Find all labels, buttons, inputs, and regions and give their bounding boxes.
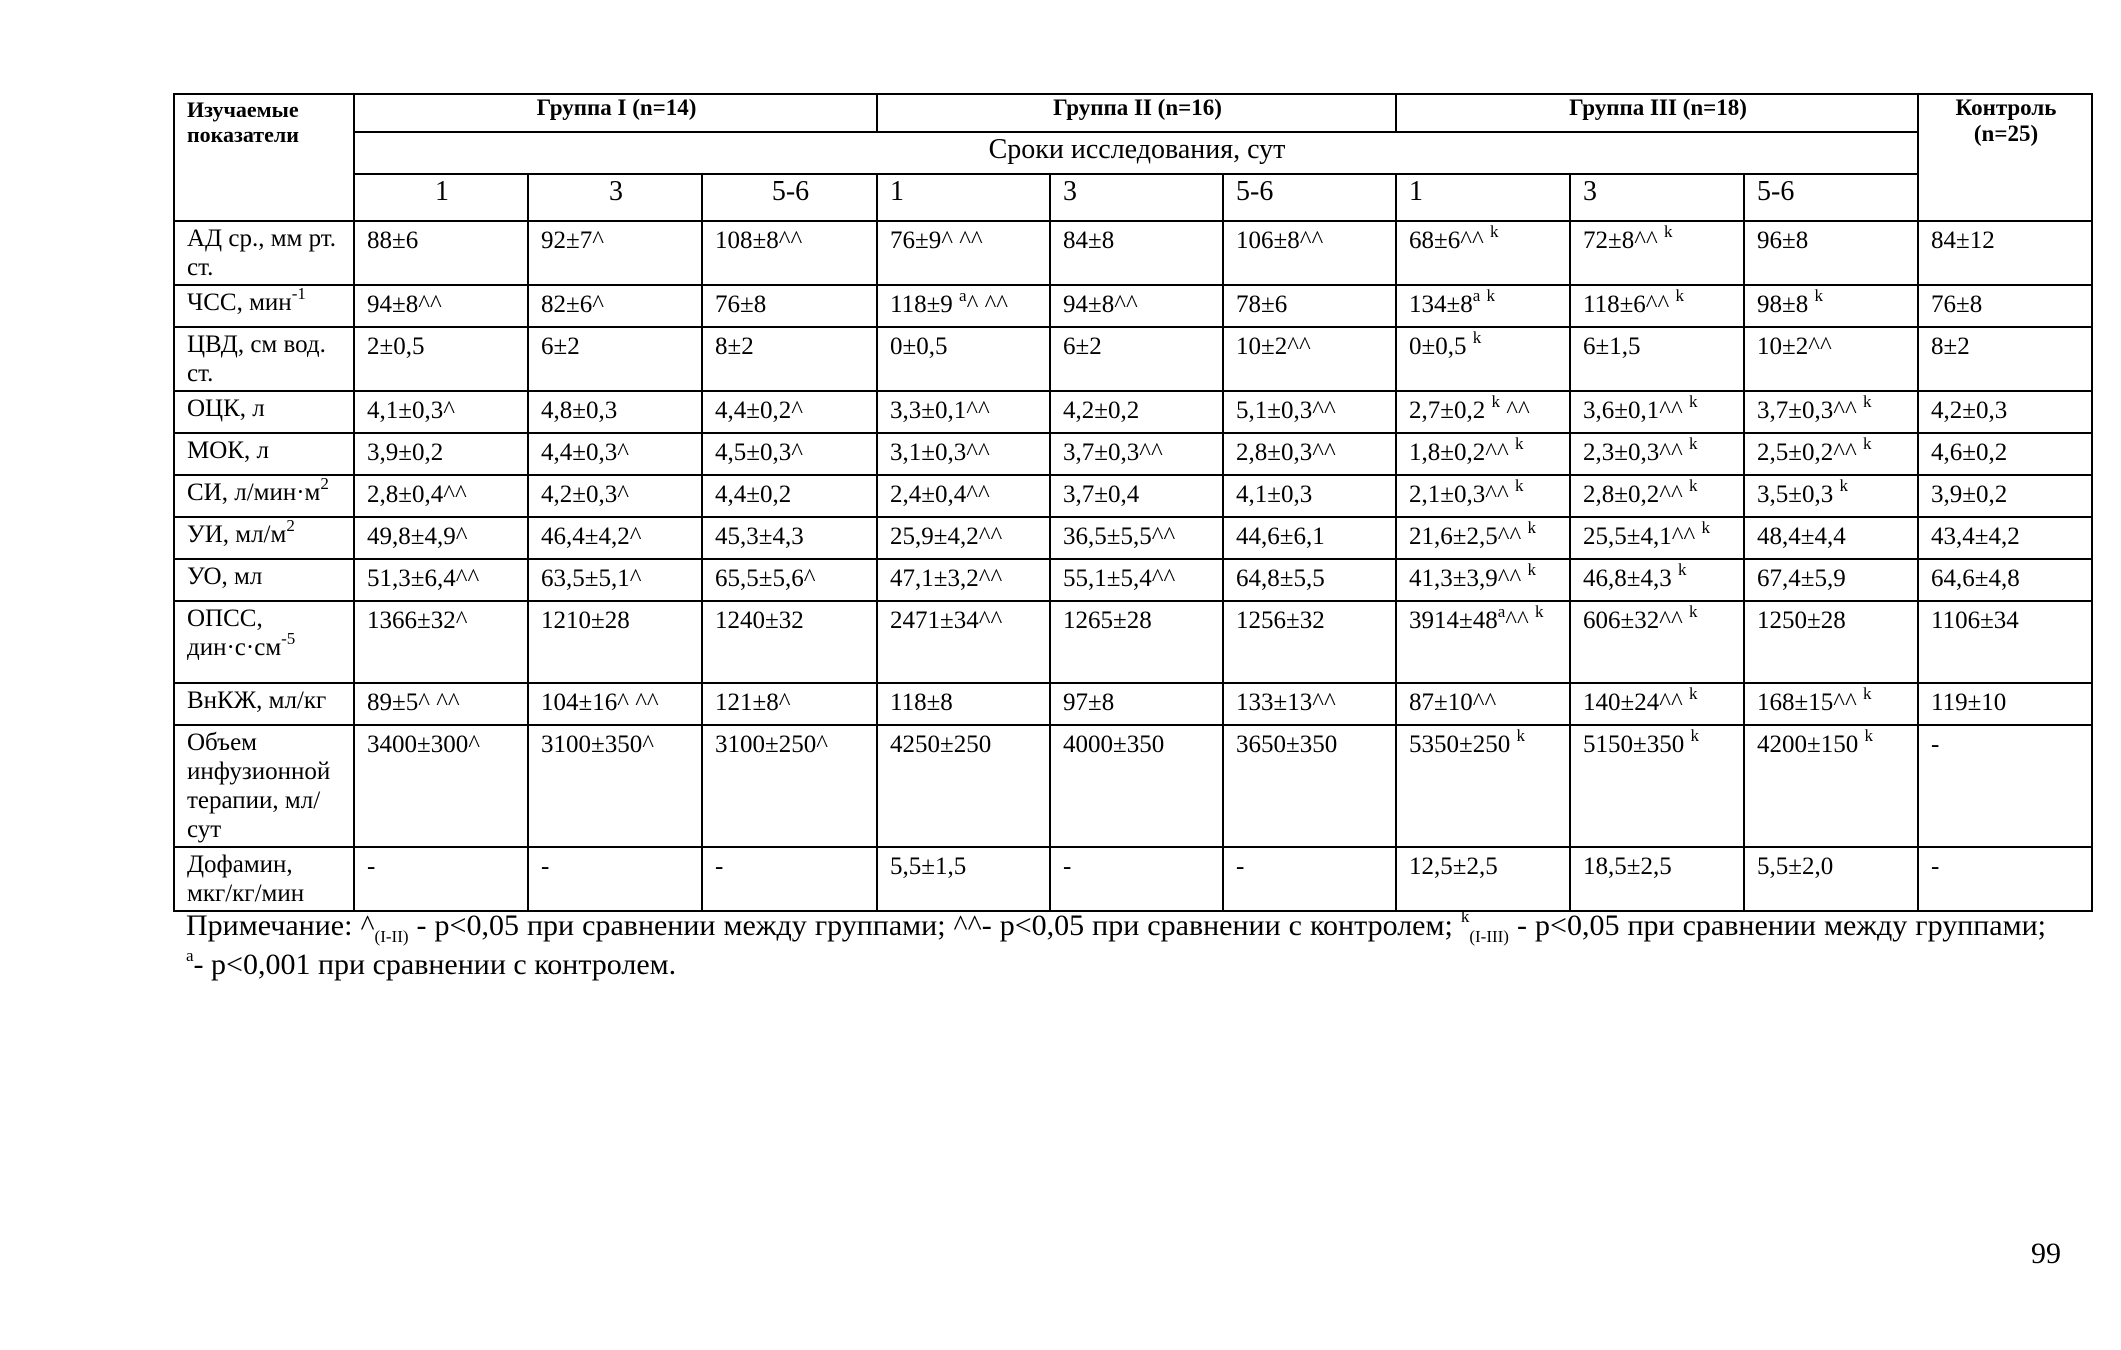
table-row (174, 559, 2092, 601)
table-cell: 76±8 (1918, 285, 2092, 327)
table-cell: 2,8±0,4^^ (354, 475, 528, 517)
table-cell: 2,8±0,3^^ (1223, 433, 1396, 475)
table-cell: 4,6±0,2 (1918, 433, 2092, 475)
table-cell: 4,2±0,3 (1918, 391, 2092, 433)
table-row (174, 285, 2092, 327)
table-row (174, 327, 2092, 391)
table-cell: 45,3±4,3 (702, 517, 877, 559)
table-cell: 0±0,5 (877, 327, 1050, 391)
table-cell: 3650±350 (1223, 725, 1396, 847)
table-cell: 2,4±0,4^^ (877, 475, 1050, 517)
table-cell: 6±2 (1050, 327, 1223, 391)
table-row (174, 517, 2092, 559)
control-header: Контроль (n=25) (1918, 94, 2092, 221)
table-cell: 51,3±6,4^^ (354, 559, 528, 601)
row-label: УО, мл (174, 559, 354, 601)
row-label: СИ, $л/мин\cdot м^2$ (174, 475, 354, 517)
table-cell: 2,7±0,2 $^k$ ^^ (1396, 391, 1570, 433)
table-row (174, 847, 2092, 911)
table-cell: - (1050, 847, 1223, 911)
table-cell: 94±8^^ (1050, 285, 1223, 327)
group-1-header: Группа I (n=14) (354, 94, 877, 132)
table-cell: 87±10^^ (1396, 683, 1570, 725)
row-label: ЦВД, см вод. ст. (174, 327, 354, 391)
table-cell: 4,5±0,3^ (702, 433, 877, 475)
table-cell: 8±2 (1918, 327, 2092, 391)
table-cell: 76±8 (702, 285, 877, 327)
table-row (174, 475, 2092, 517)
table-cell: 67,4±5,9 (1744, 559, 1918, 601)
table-cell: 4,4±0,2^ (702, 391, 877, 433)
table-cell: 5,5±1,5 (877, 847, 1050, 911)
table-cell: 78±6 (1223, 285, 1396, 327)
table-cell: 3,1±0,3^^ (877, 433, 1050, 475)
table-cell: 3,7±0,4 (1050, 475, 1223, 517)
table-cell: 4200±150 $^k$ (1744, 725, 1918, 847)
table-cell: 1,8±0,2^^ $^k$ (1396, 433, 1570, 475)
table-cell: 118±6^^ $^k$ (1570, 285, 1744, 327)
table-cell: - (1918, 847, 2092, 911)
table-cell: 25,9±4,2^^ (877, 517, 1050, 559)
day-header-8: 3 (1570, 174, 1744, 221)
table-cell: 3,9±0,2 (354, 433, 528, 475)
table-cell: 3,7±0,3^^ (1050, 433, 1223, 475)
table-cell: 140±24^^ $^k$ (1570, 683, 1744, 725)
table-cell: 2,3±0,3^^ $^k$ (1570, 433, 1744, 475)
table-cell: 41,3±3,9^^ $^k$ (1396, 559, 1570, 601)
table-cell: 606±32^^ $^k$ (1570, 601, 1744, 683)
table-cell: 64,8±5,5 (1223, 559, 1396, 601)
table-cell: $3914\pm 48^a\^{}\^{}$ $^k$ (1396, 601, 1570, 683)
table-cell: 88±6 (354, 221, 528, 285)
page-number: 99 (2031, 1237, 2061, 1270)
table-cell: 97±8 (1050, 683, 1223, 725)
table-cell: 4,4±0,3^ (528, 433, 702, 475)
table-cell: 5,1±0,3^^ (1223, 391, 1396, 433)
day-header-7: 1 (1396, 174, 1570, 221)
table-cell: 92±7^ (528, 221, 702, 285)
row-label: ОЦК, л (174, 391, 354, 433)
table-cell: 168±15^^ $^k$ (1744, 683, 1918, 725)
table-cell: 25,5±4,1^^ $^k$ (1570, 517, 1744, 559)
table-cell: 4,8±0,3 (528, 391, 702, 433)
table-cell: 106±8^^ (1223, 221, 1396, 285)
day-header-6: 5-6 (1223, 174, 1396, 221)
table-cell: 63,5±5,1^ (528, 559, 702, 601)
day-header-9: 5-6 (1744, 174, 1918, 221)
table-row (174, 221, 2092, 285)
group-3-header: Группа III (n=18) (1396, 94, 1918, 132)
table-cell: 48,4±4,4 (1744, 517, 1918, 559)
table-cell: 119±10 (1918, 683, 2092, 725)
day-header-4: 1 (877, 174, 1050, 221)
table-cell: 94±8^^ (354, 285, 528, 327)
table-cell: 1265±28 (1050, 601, 1223, 683)
row-label: УИ, $мл/м^2$ (174, 517, 354, 559)
table-cell: 84±8 (1050, 221, 1223, 285)
table-cell: 64,6±4,8 (1918, 559, 2092, 601)
table-cell: 3400±300^ (354, 725, 528, 847)
table-cell: 65,5±5,6^ (702, 559, 877, 601)
corner-header: Изучаемые показатели (174, 94, 354, 221)
day-header-2: 3 (528, 174, 702, 221)
table-cell: 1240±32 (702, 601, 877, 683)
table-cell: 68±6^^ $^k$ (1396, 221, 1570, 285)
day-header-3: 5-6 (702, 174, 877, 221)
table-cell: 3,3±0,1^^ (877, 391, 1050, 433)
row-label: ОПСС, $дин\cdot с\cdot см^{-5}$ (174, 601, 354, 683)
table-row (174, 683, 2092, 725)
table-cell: 121±8^ (702, 683, 877, 725)
table-row (174, 601, 2092, 683)
table-cell: 84±12 (1918, 221, 2092, 285)
table-cell: 108±8^^ (702, 221, 877, 285)
table-cell: - (702, 847, 877, 911)
table-cell: 4,1±0,3^ (354, 391, 528, 433)
table-cell: 72±8^^ $^k$ (1570, 221, 1744, 285)
row-label: МОК, л (174, 433, 354, 475)
day-header-5: 3 (1050, 174, 1223, 221)
row-label: Объем инфузионной терапии, мл/сут (174, 725, 354, 847)
table-cell: 4250±250 (877, 725, 1050, 847)
table-cell: 4,4±0,2 (702, 475, 877, 517)
table-cell: 6±2 (528, 327, 702, 391)
table-cell: 118±9 $^a$^ ^^ (877, 285, 1050, 327)
table-cell: - (528, 847, 702, 911)
table-cell: - (1918, 725, 2092, 847)
row-label: ВнКЖ, мл/кг (174, 683, 354, 725)
table-cell: 3,6±0,1^^ $^k$ (1570, 391, 1744, 433)
table-cell: - (354, 847, 528, 911)
table-cell: 1106±34 (1918, 601, 2092, 683)
table-cell: 4000±350 (1050, 725, 1223, 847)
table-cell: 3100±250^ (702, 725, 877, 847)
table-cell: 133±13^^ (1223, 683, 1396, 725)
table-cell: 55,1±5,4^^ (1050, 559, 1223, 601)
table-cell: 18,5±2,5 (1570, 847, 1744, 911)
row-label: АД ср., мм рт. ст. (174, 221, 354, 285)
table-cell: 47,1±3,2^^ (877, 559, 1050, 601)
table-cell: 2,1±0,3^^ $^k$ (1396, 475, 1570, 517)
table-cell: 6±1,5 (1570, 327, 1744, 391)
table-cell: 3,5±0,3 $^k$ (1744, 475, 1918, 517)
table-cell: 104±16^ ^^ (528, 683, 702, 725)
table-cell: 4,2±0,2 (1050, 391, 1223, 433)
table-cell: - (1223, 847, 1396, 911)
table-cell: 82±6^ (528, 285, 702, 327)
table-cell: 2,8±0,2^^ $^k$ (1570, 475, 1744, 517)
table-cell: 2471±34^^ (877, 601, 1050, 683)
table-cell: 21,6±2,5^^ $^k$ (1396, 517, 1570, 559)
group-2-header: Группа II (n=16) (877, 94, 1396, 132)
table-cell: 1250±28 (1744, 601, 1918, 683)
period-header: Сроки исследования, сут (354, 132, 1918, 174)
table-cell: 5150±350 $^k$ (1570, 725, 1744, 847)
table-cell: 8±2 (702, 327, 877, 391)
table-cell: 1256±32 (1223, 601, 1396, 683)
table-cell: 89±5^ ^^ (354, 683, 528, 725)
table-cell: 3100±350^ (528, 725, 702, 847)
day-header-1: 1 (354, 174, 528, 221)
table-cell: 4,2±0,3^ (528, 475, 702, 517)
table-cell: 98±8 $^k$ (1744, 285, 1918, 327)
table-cell: 43,4±4,2 (1918, 517, 2092, 559)
table-cell: $134\pm 8^a$ $^k$ (1396, 285, 1570, 327)
table-row (174, 433, 2092, 475)
table-cell: 36,5±5,5^^ (1050, 517, 1223, 559)
table-cell: 0±0,5 $^k$ (1396, 327, 1570, 391)
table-cell: 2±0,5 (354, 327, 528, 391)
results-table (173, 93, 2093, 912)
row-label: Дофамин, мкг/кг/мин (174, 847, 354, 911)
table-cell: 2,5±0,2^^ $^k$ (1744, 433, 1918, 475)
table-footnote: Примечание: $\^{}_{(I-II)} - р<0,05$ при сравнении между группами; ^^- р<0,05 при сравнении с контролем; $^k_{(I-III)}$ - р<0,05 при сравнении между группами; $^a$- р<0,001 при сравнении с контролем. (186, 907, 2046, 981)
table-cell: 76±9^ ^^ (877, 221, 1050, 285)
table-cell: 10±2^^ (1744, 327, 1918, 391)
table-cell: 1366±32^ (354, 601, 528, 683)
table-cell: 10±2^^ (1223, 327, 1396, 391)
table-row (174, 725, 2092, 847)
table-cell: 49,8±4,9^ (354, 517, 528, 559)
table-cell: 3,9±0,2 (1918, 475, 2092, 517)
table-cell: 1210±28 (528, 601, 702, 683)
table-cell: 96±8 (1744, 221, 1918, 285)
table-row (174, 391, 2092, 433)
table-cell: 4,1±0,3 (1223, 475, 1396, 517)
table-cell: 5,5±2,0 (1744, 847, 1918, 911)
table-cell: 3,7±0,3^^ $^k$ (1744, 391, 1918, 433)
table-cell: 12,5±2,5 (1396, 847, 1570, 911)
row-label: ЧСС, мин$^{-1}$ (174, 285, 354, 327)
table-cell: 46,4±4,2^ (528, 517, 702, 559)
table-cell: 118±8 (877, 683, 1050, 725)
table-cell: 5350±250 $^k$ (1396, 725, 1570, 847)
table-cell: 44,6±6,1 (1223, 517, 1396, 559)
table-cell: 46,8±4,3 $^k$ (1570, 559, 1744, 601)
